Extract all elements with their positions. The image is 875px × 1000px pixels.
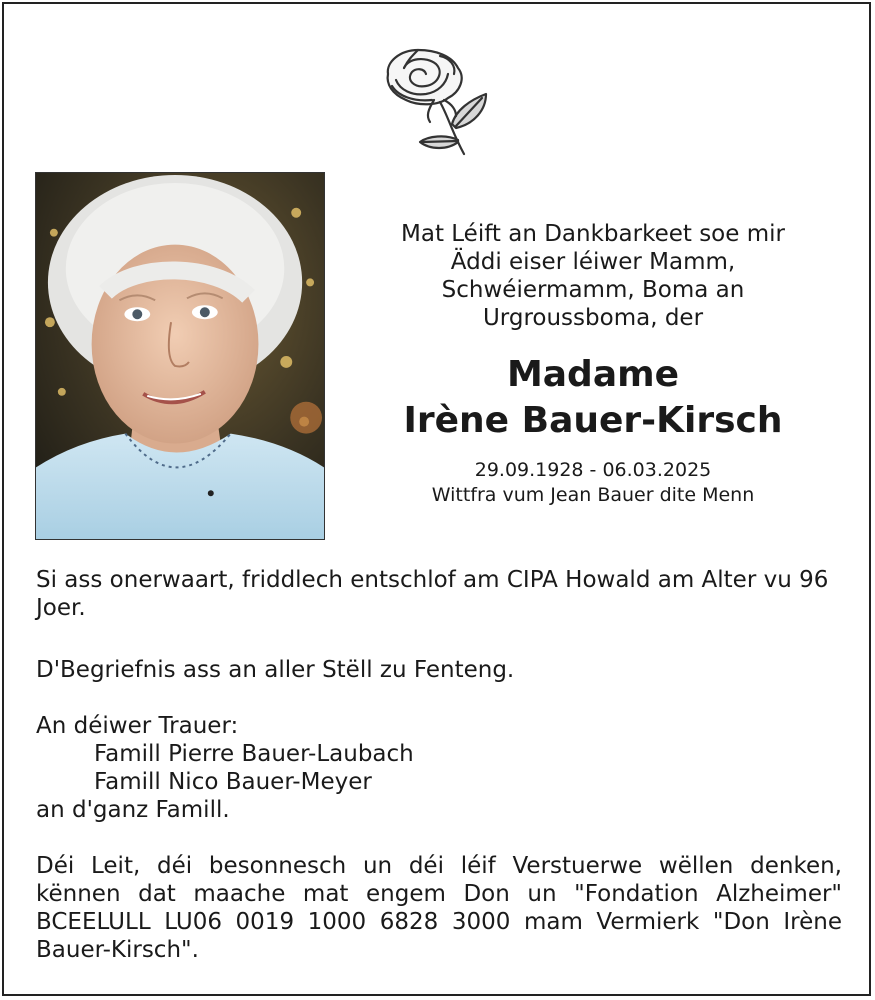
intro-text (360, 220, 826, 332)
family-entry: Famill Nico Bauer-Meyer (94, 769, 372, 795)
intro-line: Mat Léift an Dankbarkeet soe mir (401, 221, 785, 247)
deceased-name (360, 352, 826, 444)
rose-icon (378, 44, 492, 158)
intro-line: Schwéiermamm, Boma an (441, 277, 745, 303)
funeral-paragraph: D'Begriefnis ass an aller Stëll zu Fenteng. (36, 657, 515, 683)
life-dates: 29.09.1928 - 06.03.2025 (474, 459, 712, 481)
life-dates-block (360, 458, 826, 508)
mourning-closing: an d'ganz Famill. (36, 797, 230, 823)
intro-line: Urgroussboma, der (482, 305, 704, 331)
mourning-list (36, 712, 842, 824)
mourning-heading: An déiwer Trauer: (36, 713, 239, 739)
name-full: Irène Bauer-Kirsch (403, 400, 783, 441)
donation-paragraph: Déi Leit, déi besonnesch un déi léif Verstuerwe wëllen denken, kënnen dat maache mat engem Don un "Fondation Alzheimer" BCEELULL LU06 0019 1000 6828 3000 mam Vermierk "Don Irène Bauer-Kirsch". (36, 853, 842, 963)
death-paragraph: Si ass onerwaart, friddlech entschlof am CIPA Howald am Alter vu 96 Joer. (36, 567, 829, 621)
widow-line: Wittfra vum Jean Bauer dite Menn (431, 484, 755, 506)
name-title: Madame (506, 354, 680, 395)
family-entry: Famill Pierre Bauer-Laubach (94, 741, 414, 767)
portrait-photo (35, 172, 325, 540)
intro-line: Äddi eiser léiwer Mamm, (450, 249, 736, 275)
